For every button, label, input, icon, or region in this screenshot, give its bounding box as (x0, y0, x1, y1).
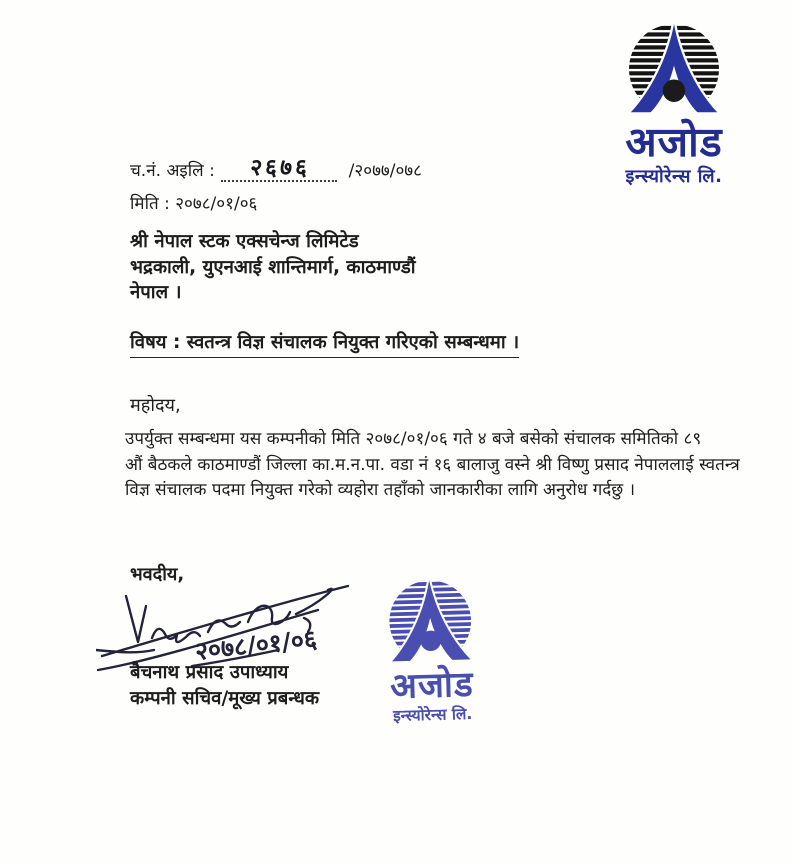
company-logo (586, 22, 762, 186)
logo-globe-mountain-icon (620, 22, 728, 118)
recipient-line: भद्रकाली, युएनआई शान्तिमार्ग, काठमाण्डौं (130, 256, 416, 278)
ref-number-line (130, 155, 422, 183)
body-paragraph (125, 427, 773, 504)
date-line: मिति : २०७८/०१/०६ (130, 194, 258, 214)
logo-subtitle: इन्स्योरेन्स लि. (625, 166, 723, 187)
valediction: भवदीय, (130, 564, 185, 585)
signature-date: २०७८/०१/०६ (193, 624, 319, 666)
ref-label: च.नं. अइलि : (130, 161, 215, 181)
body-line: उपर्युक्त सम्बन्धमा यस कम्पनीको मिति २०७८/०१/०६ गते ४ बजे बसेको संचालक समितिको ८९ (125, 429, 702, 449)
recipient-line: नेपाल । (130, 282, 182, 303)
logo-wordmark: अजोड (625, 118, 723, 166)
salutation: महोदय, (130, 395, 181, 416)
stamp-subtitle: इन्स्योरेन्स लि. (392, 704, 473, 726)
handwritten-ref-number: २६७६ (221, 157, 339, 182)
signatory-title: कम्पनी सचिव/मूख्य प्रबन्धक (130, 688, 320, 709)
stamp-wordmark: अजोड (389, 664, 475, 708)
company-stamp (350, 576, 512, 726)
recipient-address (130, 229, 416, 306)
signatory-name: बैचनाथ प्रसाद उपाध्याय (130, 662, 289, 683)
body-line: विज्ञ संचालक पदमा नियुक्त गरेको व्यहोरा तहाँको जानकारीका लागि अनुरोध गर्दछु । (125, 480, 636, 500)
ref-fiscal-year: /२०७७/०७८ (348, 161, 422, 181)
recipient-line: श्री नेपाल स्टक एक्सचेन्ज लिमिटेड (130, 231, 359, 252)
subject-line: विषय : स्वतन्त्र विज्ञ संचालक नियुक्त गरिएको सम्बन्धमा । (130, 329, 519, 358)
stamp-globe-mountain-icon (380, 577, 480, 668)
body-line: औं बैठकले काठमाण्डौं जिल्ला का.म.न.पा. वडा नं १६ बालाजु वस्ने श्री विष्णु प्रसाद नेपाललाई स्वतन्त्र (125, 454, 740, 475)
